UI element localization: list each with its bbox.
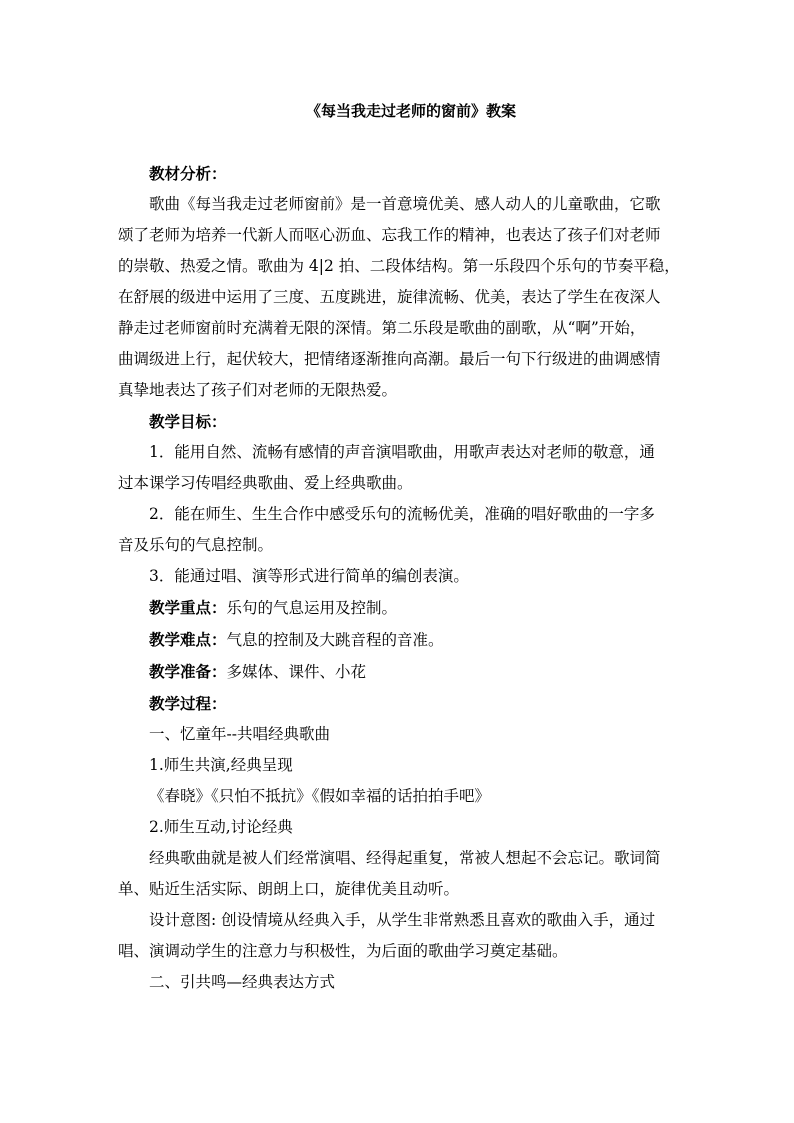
process-step2-line: 单、贴近生活实际、朗朗上口，旋律优美且动听。 — [118, 880, 460, 898]
key-point-text: 乐句的气息运用及控制。 — [226, 599, 398, 617]
process-step2-line: 经典歌曲就是被人们经常演唱、经得起重复，常被人想起不会忘记。歌词简 — [149, 849, 661, 867]
design-intent-line: 唱、演调动学生的注意力与积极性，为后面的歌曲学习奠定基础。 — [118, 942, 568, 960]
process-part2-title: 二、引共鸣—经典表达方式 — [149, 973, 336, 991]
analysis-heading: 教材分析： — [149, 164, 227, 183]
key-point-label: 教学重点： — [149, 598, 227, 617]
title-spacer — [118, 126, 684, 158]
analysis-line: 歌曲《每当我走过老师窗前》是一首意境优美、感人动人的儿童歌曲，它歌 — [149, 195, 661, 213]
process-step2-title: 2.师生互动,讨论经典 — [149, 818, 293, 836]
process-heading: 教学过程： — [149, 694, 227, 713]
difficult-point-label: 教学难点： — [149, 630, 227, 649]
process-part1-title: 一、忆童年--共唱经典歌曲 — [149, 725, 330, 743]
analysis-line: 的崇敬、热爱之情。歌曲为 4|2 拍、二段体结构。第一乐段四个乐句的节奏平稳， — [118, 257, 680, 275]
goal-item-line: 2．能在师生、生生合作中感受乐句的流畅优美，准确的唱好歌曲的一字多 — [149, 505, 655, 523]
design-intent-line: 设计意图: 创设情境从经典入手，从学生非常熟悉且喜欢的歌曲入手，通过 — [149, 911, 656, 929]
analysis-line: 颂了老师为培养一代新人而呕心沥血、忘我工作的精神，也表达了孩子们对老师 — [118, 226, 661, 244]
difficult-point — [118, 624, 684, 656]
difficult-point-text: 气息的控制及大跳音程的音准。 — [226, 631, 444, 649]
process-step1-songs: 《春晓》《只怕不抵抗》《假如幸福的话拍拍手吧》 — [149, 787, 491, 805]
document-title: 《每当我走过老师的窗前》教案 — [305, 102, 516, 120]
process-step1-title: 1.师生共演,经典呈现 — [149, 756, 293, 774]
analysis-line: 在舒展的级进中运用了三度、五度跳进，旋律流畅、优美，表达了学生在夜深人 — [118, 288, 661, 306]
goal-item-line: 1．能用自然、流畅有感情的声音演唱歌曲，用歌声表达对老师的敬意，通 — [149, 443, 655, 461]
preparation-label: 教学准备： — [149, 662, 227, 681]
goal-item-line: 音及乐句的气息控制。 — [118, 536, 274, 554]
goal-item-line: 3．能通过唱、演等形式进行简单的编创表演。 — [149, 567, 469, 585]
analysis-line: 曲调级进上行，起伏较大，把情绪逐渐推向高潮。最后一句下行级进的曲调感情 — [118, 350, 661, 368]
analysis-line: 静走过老师窗前时充满着无限的深情。第二乐段是歌曲的副歌，从“啊”开始， — [118, 319, 646, 337]
document-page — [118, 96, 684, 998]
goals-heading: 教学目标： — [149, 412, 227, 431]
preparation — [118, 656, 684, 688]
goal-item-line: 过本课学习传唱经典歌曲、爱上经典歌曲。 — [118, 474, 413, 492]
key-point — [118, 592, 684, 624]
analysis-line: 真挚地表达了孩子们对老师的无限热爱。 — [118, 381, 398, 399]
preparation-text: 多媒体、课件、小花 — [226, 663, 367, 681]
